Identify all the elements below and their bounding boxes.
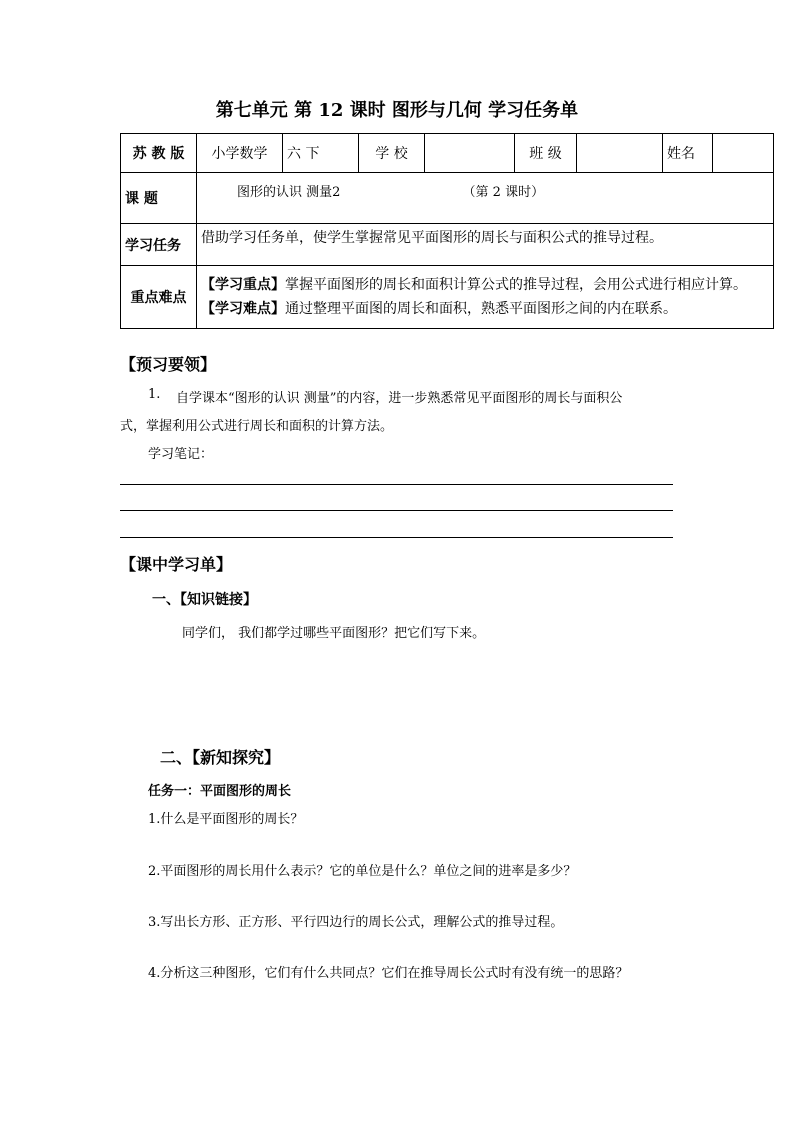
preview-item1-line1: 自学课本“图形的认识 测量”的内容，进一步熟悉常见平面图形的周长与面积公: [176, 391, 623, 406]
task1-title: 任务一：平面图形的周长: [148, 784, 292, 799]
task-label: 学习任务: [121, 224, 197, 266]
info-table: [120, 133, 774, 329]
preview-heading: 【预习要领】: [120, 355, 217, 374]
name-label: 姓名: [663, 134, 713, 173]
lesson-name: 图形的认识 测量2: [237, 185, 341, 200]
task-text: 借助学习任务单，使学生掌握常见平面图形的周长与面积公式的推导过程。: [197, 224, 774, 266]
part1-text: 同学们， 我们都学过哪些平面图形？把它们写下来。: [182, 626, 486, 641]
preview-item1-line2: 式，掌握利用公式进行周长和面积的计算方法。: [120, 419, 394, 434]
key-point-text: 掌握平面图形的周长和面积计算公式的推导过程，会用公式进行相应计算。: [285, 277, 747, 293]
school-field[interactable]: [425, 134, 515, 173]
difficulty-tag: 【学习难点】: [201, 301, 285, 317]
notes-line-1[interactable]: [120, 484, 673, 485]
part2-heading: 二、【新知探究】: [160, 748, 281, 767]
class-field[interactable]: [577, 134, 663, 173]
notes-line-2[interactable]: [120, 510, 673, 511]
page-title: 第七单元 第 12 课时 图形与几何 学习任务单: [215, 100, 579, 121]
inclass-heading: 【课中学习单】: [120, 555, 233, 574]
notes-line-3[interactable]: [120, 537, 673, 538]
subject-cell: 小学数学: [197, 134, 283, 173]
difficulty-text: 通过整理平面图的周长和面积，熟悉平面图形之间的内在联系。: [285, 301, 677, 317]
school-label: 学 校: [359, 134, 425, 173]
question-1: 1.什么是平面图形的周长？: [148, 812, 304, 827]
edition-label: 苏 教 版: [121, 134, 197, 173]
question-3: 3.写出长方形、正方形、平行四边行的周长公式，理解公式的推导过程。: [148, 915, 564, 930]
name-field[interactable]: [713, 134, 774, 173]
part1-heading: 一、【知识链接】: [152, 592, 257, 608]
difficulty-line: [201, 297, 769, 321]
question-4: 4.分析这三种图形，它们有什么共同点？它们在推导周长公式时有没有统一的思路？: [148, 966, 629, 981]
key-point-line: [201, 273, 769, 297]
key-cell: [197, 266, 774, 329]
lesson-cell: [197, 173, 774, 224]
key-point-tag: 【学习重点】: [201, 277, 285, 293]
notes-label: 学习笔记：: [148, 447, 214, 462]
lesson-label: 课 题: [121, 173, 197, 224]
grade-cell: 六 下: [283, 134, 359, 173]
question-2: 2.平面图形的周长用什么表示？它的单位是什么？单位之间的进率是多少？: [148, 864, 577, 879]
key-label: 重点难点: [121, 266, 197, 329]
lesson-period: （第 2 课时）: [462, 185, 545, 200]
class-label: 班 级: [515, 134, 577, 173]
preview-item1-num: 1.: [148, 387, 161, 402]
